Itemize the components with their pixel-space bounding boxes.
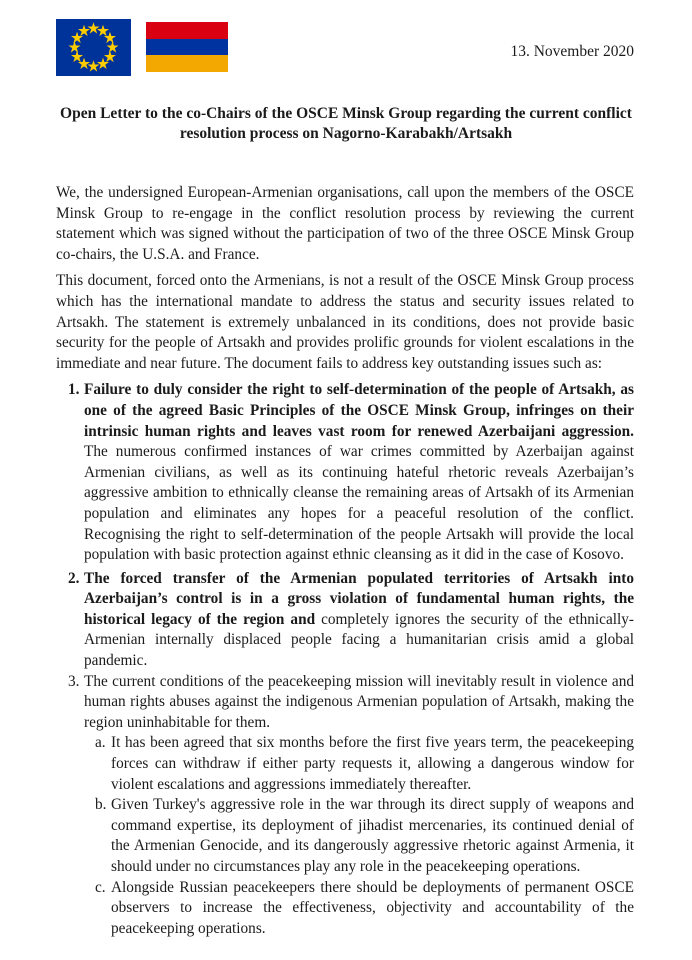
intro-paragraph-2: This document, forced onto the Armenians, is not a result of the OSCE Minsk Group process which has the international mandate to address the status and security issues related to Artsakh. The statement is extremely unbalanced in its conditions, does not provide basic security for the people of Artsakh and provides prolific grounds for violent escalations in the immediate and near future. The document fails to address key outstanding issues such as: [56,272,634,372]
sublist-item-a-text: It has been agreed that six months before the first five years term, the peacekeeping forces can withdraw if either party requests it, allowing a dangerous window for violent escalations and aggressions immediately thereafter. [111,734,634,793]
list-item-3-text: The current conditions of the peacekeeping mission will inevitably result in violence and human rights abuses against the indigenous Armenian population of Artsakh, making the region uninhabitable for them. [84,672,634,731]
sublist-item-a [84,733,634,795]
sublist-item-b-marker: b. [95,796,107,814]
list-item-1-marker: 1. [68,381,80,399]
eu-flag-graphic [56,19,131,76]
armenia-flag [146,22,228,72]
list-item-1 [56,380,634,565]
list-item-2-content [84,569,634,672]
sublist-item-c-text: Alongside Russian peacekeepers there should be deployments of permanent OSCE observers to increase the effectiveness, objectivity and accountability of the peacekeeping operations. [111,878,634,937]
intro-paragraph-1: We, the undersigned European-Armenian organisations, call upon the members of the OSCE Minsk Group to re-engage in the conflict resolution process by reviewing the current statement which was signed without the participation of two of the three OSCE Minsk Group co-chairs, the U.S.A. and France. [56,184,634,263]
list-item-1-bold-text: Failure to duly consider the right to self-determination of the people of Artsakh, as one of the agreed Basic Principles of the OSCE Minsk Group, infringes on their intrinsic human rights and leaves vast room for renewed Azerbaijani aggression. [84,381,634,440]
document-date: 13. November 2020 [510,43,634,60]
sublist-item-b [84,795,634,877]
list-item-3 [56,672,634,940]
armenia-flag-blue-stripe [146,39,228,56]
list-item-3-content [84,672,634,940]
list-item-2-bold-text: The forced transfer of the Armenian populated territories of Artsakh into Azerbaijan’s control is in a gross violation of fundamental human rights, the historical legacy of the region and [84,569,634,628]
eu-flag [56,19,131,76]
list-item-2 [56,569,634,672]
sublist-item-c-marker: c. [95,878,106,896]
sublist-item-c [84,878,634,940]
list-item-3-marker: 3. [68,672,80,690]
list-item-2-regular-text: completely ignores the security of the ethnically-Armenian internally displaced people facing a humanitarian crisis amid a global pandemic. [84,610,634,670]
list-item-1-regular-text: The numerous confirmed instances of war crimes committed by Azerbaijan against Armenian civilians, as well as its continuing hateful rhetoric reveals Azerbaijan’s aggressive ambition to ethnically cleanse the remaining areas of Artsakh of its Armenian population and eliminates any hopes for a peaceful resolution of the conflict. Recognising the right to self-determination of the people Artsakh will provide the local population with basic protection against ethnic cleansing as it did in the case of Kosovo. [84,443,634,564]
armenia-flag-orange-stripe [146,55,228,72]
issues-list [56,380,634,939]
list-item-1-content [84,380,634,565]
sublist-item-a-marker: a. [95,734,106,752]
letter-title-line-1: Open Letter to the co-Chairs of the OSCE Minsk Group regarding the current conflict [60,105,632,122]
armenia-flag-red-stripe [146,22,228,39]
sublist [84,733,634,939]
letter-title-line-2: resolution process on Nagorno-Karabakh/Artsakh [179,125,513,142]
list-item-2-marker: 2. [68,569,80,587]
sublist-item-b-text: Given Turkey's aggressive role in the war through its direct supply of weapons and command expertise, its deployment of jihadist mercenaries, its continued denial of the Armenian Genocide, and its dangerously aggressive rhetoric against Armenia, it should under no circumstances play any role in the peacekeeping operations. [111,796,634,875]
